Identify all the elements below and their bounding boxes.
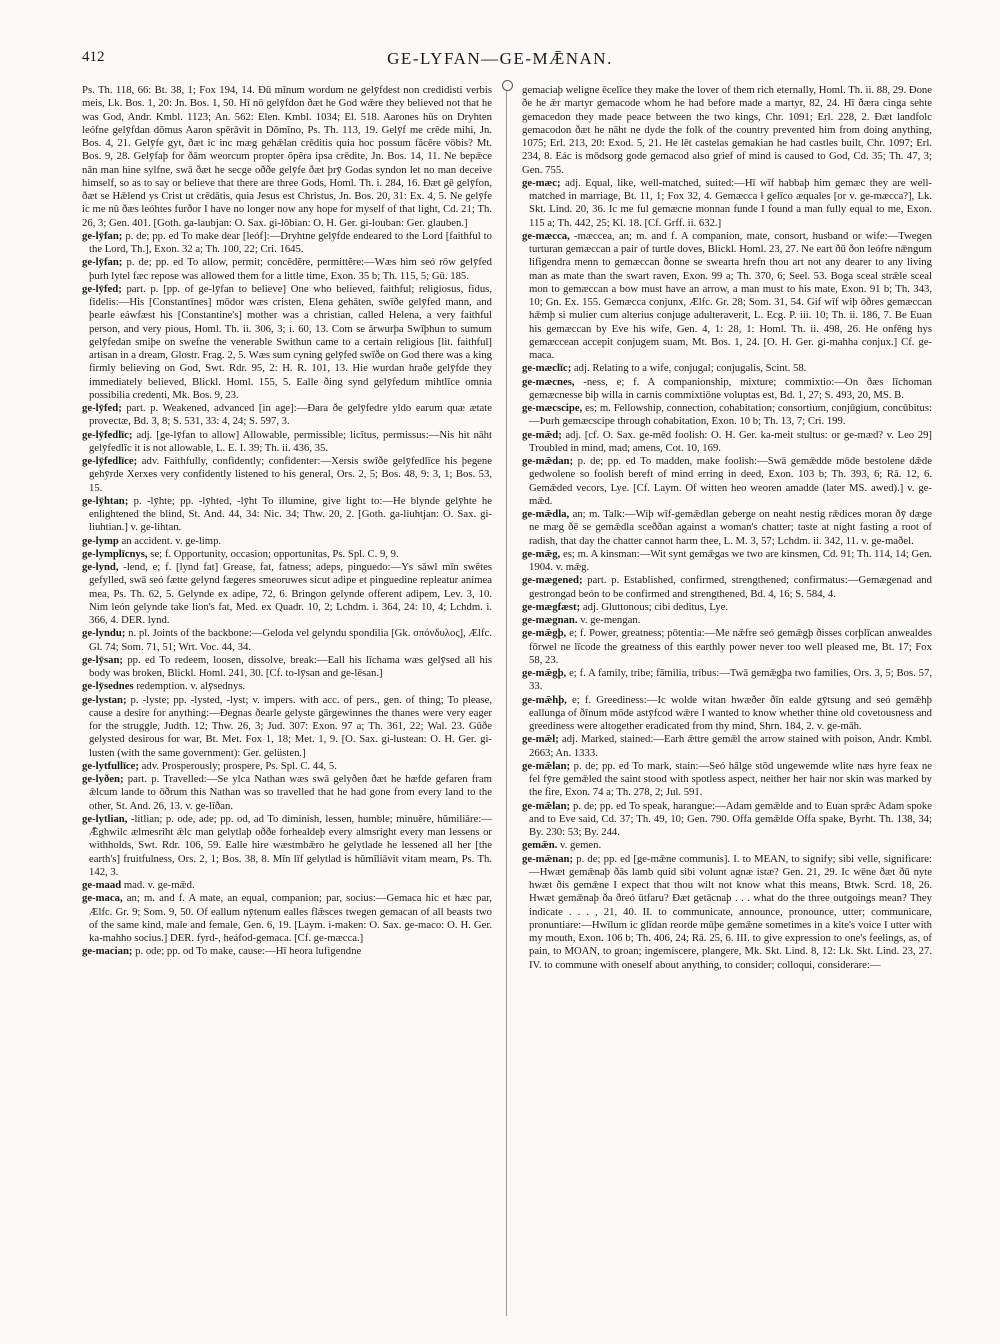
dictionary-entry [522,429,932,456]
entry-text: e; f. A family, tribe; fămilia, tribus:—Twā gemǣgþa two families, Ors. 3, 5; Bos. 57, 33. [529,667,932,693]
entry-headword: ge-lyðen; [82,773,124,785]
entry-text: adj. [ge-lȳfan to allow] Allowable, permissible; licĭtus, permissus:—Nis hit nāht gelȳfedlīc it is not allowable, L. E. I. 39; Th. ii. 436, 35. [89,428,492,454]
dictionary-entry [82,945,492,958]
entry-text: adj. Gluttonous; cibi deditus, Lye. [580,600,729,613]
dictionary-entry [522,84,932,177]
entry-headword: ge-maad [82,879,122,891]
entry-text: adj. [cf. O. Sax. ge-mēd foolish: O. H. Ger. ka-meit stultus: or ge-mæd? v. Leo 29] Troubled in mind, mad; amens, Cot. 10, 169. [529,428,932,454]
entry-text: adj. Equal, like, well-matched, suited:—Hī wīf habbaþ him gemæc they are well-matched in marriage, Bt. 11, 1; Fox 32, 4. Gemæcca ł gelīco æquales [or v. ge-mæcca?], Lk. Skt. Lind. 20, 36. Ic me ful gemæcne monnan funde I found a man fully equal to me, Exon. 115 a; Th. 442, 25; Kl. 18. [Cf. Grff. ii. 632.] [529,176,932,229]
entry-text: e; f. Greediness:—Ic wolde witan hwæðer ðīn ealde gȳtsung and seó gemǣhþ eallunga of ðīnum mōde astȳfcod wǣre I wanted to know whether thine old covetousness and greediness were altogether eradicated from thy mind, Shrn. 184, 2. v. ge-māh. [529,693,932,732]
dictionary-entry [82,402,492,429]
dictionary-entry [522,733,932,760]
entry-text: an; m. Talk:—Wiþ wīf-gemǣdlan geberge on neaht nestig rǣdices moran ðȳ dæge ne mæg ðē se gemǣdla sceððan against a woman's chatter; taste at night fasting a root of radish, that day the chatter cannot harm thee, L. M. 3, 57; Lchdm. ii. 342, 11. v. ge-maðel. [529,508,932,547]
entry-text: p. de; pp. ed To mark, stain:—Seó hālge stōd ungewemde wlite næs hyre feax ne fel fȳre gemǣled the saint stood with spotless aspect, neither her hair nor skin was marked by the fire, Exon. 74 a; Th. 278, 2; Jul. 591. [529,759,932,799]
entry-headword: ge-mæc; [522,176,561,189]
dictionary-entry [82,892,492,945]
entry-text: adv. Faithfully, confidently; confidenter:—Xersis swīðe gelȳfedlīce his þegene gehȳrde Xerxes very confidently listened to his general, Ors. 2, 5; Bos. 48, 9: 3, 1; Bos. 53, 15. [89,455,492,494]
entry-text: adj. Relating to a wife, conjugal; conjugalis, Scint. 58. [571,362,807,375]
entry-text: p. -lȳhte; pp. -lȳhted, -lȳht To illumine, give light to:—He blynde gelȳhte he enlightened the blind, St. And. 44, 34: Nic. 34; Thw. 20, 2. [Goth. ga-liuhtjan: O. Sax. gi-liuhtian.] v. ge-lihtan. [89,494,492,534]
entry-headword: ge-lȳfedlīc; [82,428,133,441]
entry-headword: ge-lytlian, [82,812,128,825]
entry-headword: ge-mæclīc; [522,362,572,375]
dictionary-entry [82,879,492,892]
entry-text: p. de; pp. ed To make dear [leóf]:—Dryhtne gelȳfde endeared to the Lord [faithful to the Lord, Th.], Exon. 32 a; Th. 100, 22; Cri. 1645. [89,229,492,255]
entry-text: es; m. A kinsman:—Wit synt gemǣgas we two are kinsmen, Cd. 91; Th. 114, 14; Gen. 1904. v. mǣg. [529,547,932,573]
dictionary-entry [82,760,492,773]
entry-text: adv. Prosperously; prospere, Ps. Spl. C. 44, 5. [138,759,337,772]
dictionary-entry [522,177,932,230]
entry-headword: ge-lȳsednes [82,680,134,693]
dictionary-entry [82,84,492,230]
dictionary-entry [82,230,492,257]
entry-headword: ge-mǣlan; [522,759,571,772]
entry-headword: ge-mǣlan; [522,799,571,812]
entry-text: adj. Marked, stained:—Earh ǣttre gemǣl the arrow stained with poison, Andr. Kmbl. 2663; An. 1333. [529,733,932,759]
entry-headword: ge-mǣg, [522,547,561,560]
entry-text: se; f. Opportunity, occasion; opportunitas, Ps. Spl. C. 9, 9. [147,547,399,560]
dagger-mark [502,80,513,91]
dictionary-entry [522,362,932,375]
entry-headword: ge-lȳhtan; [82,494,129,507]
dictionary-entry [82,535,492,548]
dictionary-entry [82,561,492,627]
entry-headword: ge-lymp [82,534,119,547]
entry-text: v. gemen. [557,839,602,852]
entry-text: part. p. Weakened, advanced [in age]:—Ðara ðe gelȳfedre yldo earum quæ ætate provectæ, Bd. 3, 8; S. 531, 33: 4, 24; S. 597, 3. [89,402,492,428]
left-column [82,84,492,1322]
entry-text: gemaciaþ weligne ēcelīce they make the lover of them rich eternally, Homl. Th. ii. 88, 29. Ðone ðe he ǣr martyr gemacode whom he had before made a martyr, 82, 24. Hī ðæra cinga sehte gemacedon they made peace between the two kings, Chr. 1091; Erl. 228, 2. Ðæt landfolc gemacodon ðæt he nāht ne dyde the folk of the country prevented him from doing anything, 1075; Erl. 213, 20: Exod. 5, 21. He lēt castelas gemakian he had castles built, Chr. 1097; Erl. 234, 8. Eác is mōdsorg gode gemacod also grief of mind is caused to God, Cd. 35; Th. 47, 3; Gen. 755. [522,84,932,176]
entry-text: part. p. [pp. of ge-lȳfan to believe] One who believed, faithful; religiosus, fidus, fidelis:—His [Constantīnes] mōdor wæs cristen, Elena gehāten, swīðe gelȳfed mann, and þearle eáwfæst his [Constantine's] mother was a christian, called Helena, a very faithful person, and very pious, Homl. Th. ii. 306, 3; i. 60, 13. Com se ārwurþa Swīþhun to sumum gelȳfedan smiþe on swefne the venerable Swithun came to a certain religious [lit. faithful] artisan in a dream, Glostr. Frag. 2, 5. Wæs sum cyning gelȳfed swīðe on God there was a king firmly believing on God, Swt. Rdr. 95, 2: H. R. 101, 13. Hie wurdan hraðe gelȳfde they immediately believed, Blickl. Homl. 155, 5. Ealle ðing synd gelȳfedum mihtlīce omnia possibilia credenti, Mk. Bos. 9, 23. [89,282,492,401]
dictionary-entry [522,508,932,548]
entry-headword: ge-mǣl; [522,733,559,746]
dictionary-entry [522,614,932,627]
entry-text: redemption. v. alȳsednys. [133,680,246,693]
dictionary-entry [522,760,932,800]
entry-headword: ge-mæcca, [522,229,570,242]
entry-headword: ge-mǣdan; [522,455,574,467]
entry-text: part. p. Established, confirmed, strengthened; confirmatus:—Gemægenad and gestrongad beón to be confirmed and strengthened, Bd. 4, 16; S. 584, 4. [529,574,932,600]
entry-headword: ge-mægened; [522,574,583,587]
dictionary-entry [522,667,932,694]
entry-text: p. de; pp. ed To allow, permit; concēdĕre, permittĕre:—Wæs him seó rōw gelȳfed þurh lytel fæc repose was allowed them for a little time, Exon. 35 b; Th. 115, 5; Gū. 185. [89,256,492,282]
dictionary-entry [82,627,492,654]
entry-headword: ge-mǣd; [522,428,562,441]
entry-text: an accident. v. ge-limp. [118,534,222,547]
dictionary-entry [522,548,932,575]
dictionary-entry [522,402,932,429]
dictionary-entry [82,773,492,813]
dictionary-entry [82,455,492,495]
entry-text: n. pl. Joints of the backbone:—Geloda vel gelyndu spondilia [Gk. σπόνδυλος], Ælfc. Gl. 74; Som. 71, 51; Wrt. Voc. 44, 34. [89,627,492,653]
entry-headword: ge-macian; [82,945,133,958]
entry-headword: ge-lȳfan; [82,229,123,242]
entry-text: p. ode; pp. od To make, cause:—Hī heora lufigendne [132,945,362,958]
entry-text: v. ge-mengan. [577,614,641,626]
entry-headword: ge-mǣdla, [522,508,570,520]
entry-text: e; f. Power, greatness; pōtentia:—Me nǣfre seó gemǣgþ ðisses corþlīcan anwealdes fōrwel ne līcode the greatness of this earthly power never too well pleased me, Bt. 17; Fox 58, 23. [529,627,932,666]
entry-text: -ness, e; f. A companionship, mixture; commixtio:—On ðæs līchoman gemæcnesse biþ willa in carnis commixtiōne voluptas est, Bd. 1, 27; S. 493, 20, MS. B. [529,375,932,401]
dictionary-entry [82,429,492,456]
entry-text: Ps. Th. 118, 66: Bt. 38, 1; Fox 194, 14. Ðū mīnum wordum ne gelȳfdest non credidisti verbis meis, Lk. Bos. 1, 20: Jn. Bos. 1, 50. Hī nō gelȳfdon ðæt he God wǣre they believed not that he was God, Andr. Kmbl. 1123; An. 562: Elen. Kmbl. 1034; El. 518. Aarones hūs on Dryhten leófne gelȳfdan dŏmus Aaron spērāvit in Dŏmĭno, Ps. Th. 113, 19. Gelȳf me crēde mihi, Jn. Bos. 4, 21. Gelȳfe gyt, ðæt ic inc mæg gehǣlan crēditis quia hoc possum făcĕre vōbis? Mt. Bos. 9, 28. Gelȳfaþ for ðām weorcum propter ŏpĕra ipsa crēdite, Jn. Bos. 14, 11. Ne bepǣce nān man hine sylfne, swā ðæt he secge oððe gelȳfe ðæt þrȳ Godas syndon let no man deceive himself, so as to say or believe that there are three Gods, Homl. Th. i. 284, 16. Ðæt gē gelȳfon, ðæt se Hǣlend ys Crist ut crēdātis, quia Jesus est Christus, Jn. Bos. 20, 31: Ex. 4, 5. Ne gelȳfe ic me nū ðæs leóhtes furðor I have no longer now any hope for myself of that light, Cd. 21; Th. 26, 3; Gen. 401. [Goth. ga-laubjan: O. Sax. gi-lōbian: O. H. Ger. gi-louban: Ger. glauben.] [82,84,492,229]
dictionary-entry [522,800,932,840]
dictionary-entry [82,654,492,681]
entry-headword: ge-lytfullīce; [82,759,139,772]
dictionary-entry [522,839,932,852]
entry-headword: ge-lyndu; [82,627,126,640]
entry-text: -lend, e; f. [lynd fat] Grease, fat, fatness; adeps, pinguedo:—Ys sāwl mīn swētes gefylled, swā seó fætte gelynd fægeres smeoruwes sicut adipe et pinguedine repleatur animea mea, Ps. Th. 62, 5. Gelynde ex adipe, 72, 6. Bringon gelynde offerent adipem, Lev. 3, 10. Nim león gelynde take lion's fat, Med. ex Quadr. 10, 2; Lchdm. i. 364, 24: 10, 4; Lchdm. i. 366, 4. DER. lynd. [89,561,492,626]
dictionary-entry [522,574,932,601]
dictionary-entry [82,813,492,879]
entry-headword: ge-lȳfedlīce; [82,455,138,467]
entry-headword: ge-lȳfed; [82,282,122,295]
entry-text: es; m. Fellowship, connection, cohabitation; consortium, conjūgium, concūbitus:—Þurh gemæcscipe through cohabitation, Exon. 10 b; Th. 13, 7; Cri. 199. [529,402,932,428]
column-divider [506,86,507,1316]
running-head: GE-LYFAN—GE-MǢNAN. [387,49,613,68]
dictionary-entry [82,680,492,693]
entry-headword: ge-maca, [82,892,123,905]
entry-headword: ge-lynd, [82,561,119,573]
entry-headword: ge-mǣgþ, [522,667,567,679]
entry-headword: ge-lȳsan; [82,653,123,666]
entry-text: mad. v. ge-mǣd. [121,879,195,891]
entry-headword: ge-mæcscipe, [522,402,583,414]
entry-headword: ge-lymplīcnys, [82,547,148,560]
dictionary-entry [82,256,492,283]
entry-text: an; m. and f. A mate, an equal, companion; par, socius:—Gemaca hic et hæc par, Ælfc. Gr. 9; Som. 9, 50. Of eallum nȳtenum ealles flǣsces twegen gemacan of all beasts two of the same kind, male and female, Gen. 6, 19. [Laym. i-maken: O. Sax. ge-maco: O. H. Ger. ka-mahho socius.] DER. fyrd-, heáfod-gemaca. [Cf. ge-mæcca.] [89,892,492,944]
entry-headword: gemǣn. [522,839,558,852]
dictionary-entry [522,627,932,667]
entry-text: -litlian; p. ode, ade; pp. od, ad To diminish, lessen, humble; minuĕre, hŭmiliāre:—Ǣghwilc ælmesriht ǣlc man gelytlaþ oððe forhealdeþ every almsright every man lessens or withholds, Swt. Rdr. 106, 59. Ealle hire wæstmbǣro he gelytlade he lessened all her [the earth's] fruitfulness, Ors. 2, 1; Bos. 38, 8. Mīn līf gelytlad is hŭmĭliāvit vitam meam, Ps. Th. 142, 3. [89,812,492,878]
entry-headword: ge-mǣhþ, [522,693,567,706]
dictionary-entry [82,694,492,760]
entry-headword: ge-lȳfan; [82,256,123,269]
entry-headword: ge-mǣnan; [522,852,574,865]
entry-headword: ge-mæcnes, [522,375,575,388]
entry-text: pp. ed To redeem, loosen, dissolve, break:—Eall his līchama wæs gelȳsed all his body was broken, Blickl. Homl. 241, 30. [Cf. to-lȳsan and ge-lēsan.] [89,653,492,679]
entry-headword: ge-mægfæst; [522,600,581,613]
entry-text: p. de; pp. ed To madden, make foolish:—Swā gemǣdde mōde bestolene dǣde gedwolene so foolish bereft of mind erring in deed, Exon. 103 b; Th. 393, 6; Rā. 12, 6. Gemǣded vecors, Lye. [Cf. Laym. Of witten heo weoren amadde (later MS. awed).] v. ge-mǣd. [529,455,932,507]
entry-text: p. -lyste; pp. -lysted, -lyst; v. impers. with acc. of pers., gen. of thing; To please, cause a desire for anything:—Ðegnas ðearle gelyste gārgewinnes the thanes were very eager for the struggle, Judth. 12; Thw. 26, 3; Jud. 307: Exon. 97 a; Th. 361, 22; Wal. 23. Gūðe gelysted desirous for war, Bt. Met. Fox 1, 18; Met. 1, 9. [O. Sax. gi-lustean: O. H. Ger. gi-lusten (with the same government): Ger. gelüsten.] [89,693,492,759]
entry-text: p. de; pp. ed [ge-mǣne communis]. I. to MEAN, to signify; sibi velle, significare:—Hwæt gemǣnaþ ðās lamb quid sibi volunt agnæ istæ? Gen. 21, 29. Ic wēne ðæt ðū nyte hwæt ðis gemǣne I expect that thou wilt not know what this means, Btwk. Scrd. 18, 26. Hwæt gemǣnaþ ða ðreó ūtfaru? Ðæt getācnaþ . . . what do the three outgoings mean? They indicate . . . , 21, 40. II. to communicate, announce, pronounce, utter; communicare, pronuntiare:—Hwīlum ic glīdan reorde mūþe gemǣne sometimes in a kite's voice I utter with my mouth, Exon. 106 b; Th. 406, 24; Rā. 25, 6. III. to give expression to one's feelings, as, of pain, to MOAN, to groan; ingemiscere, plangere, Mk. Skt. Lind. 8, 12: Lk. Skt. Lind. 23, 27. IV. to commune with oneself about anything, to consider; colloqui, considerare:— [529,852,932,971]
dictionary-entry [522,601,932,614]
dictionary-entry [522,694,932,734]
entry-text: -mæccea, an; m. and f. A companion, mate, consort, husband or wife:—Twegen turturan gemæccan a pair of turtle doves, Blickl. Homl. 23, 27. Ne eart ðū ðon leófre nǣngum lifigendra menn to gemæccan ðonne se swearta hrefn thou art not any dearer to any living man as mate than the swart raven, Exon. 99 a; Th. 370, 6; Seel. 53. Boga sceal strǣle sceal mon to gemæccan a bow must have an arrow, a man must to his mate, Exon. 91 b; Th. 343, 10; Gn. Ex. 155. Gemæcca conjunx, Ælfc. Gr. 28; Som. 31, 54. Gif wīf wiþ ōðres gemæccan hǣmþ si mulier cum alterius conjuge adulteraverit, L. Ecg. P. iii. 10; Th. ii. 186, 7. Be Euan his gemæccan by Eve his wife, Gen. 4, 1: 28, 1: Homl. Th. ii. 498, 26. He onfēng hys gemæccean accepit conjugem suam, Mt. Bos. 1, 24. [O. H. Ger. gi-mahha conjux.] Cf. ge-maca. [529,229,932,361]
entry-headword: ge-mægnan. [522,614,578,626]
page-number: 412 [82,49,105,65]
dictionary-entry [82,283,492,402]
dictionary-entry [522,853,932,972]
dictionary-entry [82,495,492,535]
entry-headword: ge-mǣgþ, [522,627,567,640]
right-column [522,84,932,1322]
entry-text: p. de; pp. ed To speak, harangue:—Adam gemǣlde and to Euan sprǣc Adam spoke and to Eve said, Cd. 37; Th. 49, 10; Gen. 790. Offa gemǣlde Offa spake, Byrht. Th. 138, 34; By. 230: 53; By. 244. [529,799,932,838]
dictionary-entry [522,455,932,508]
entry-text: part. p. Travelled:—Se ylca Nathan wæs swā gelyðen ðæt he hæfde gefaren fram ǣlcum lande to ōðrum this Nathan was so travelled that he had gone from every land to the other, St. And. 26, 13. v. ge-līðan. [89,773,492,812]
dictionary-entry [522,376,932,403]
entry-headword: ge-lȳfed; [82,402,122,414]
entry-headword: ge-lystan; [82,693,127,706]
dictionary-entry [522,230,932,363]
dictionary-entry [82,548,492,561]
